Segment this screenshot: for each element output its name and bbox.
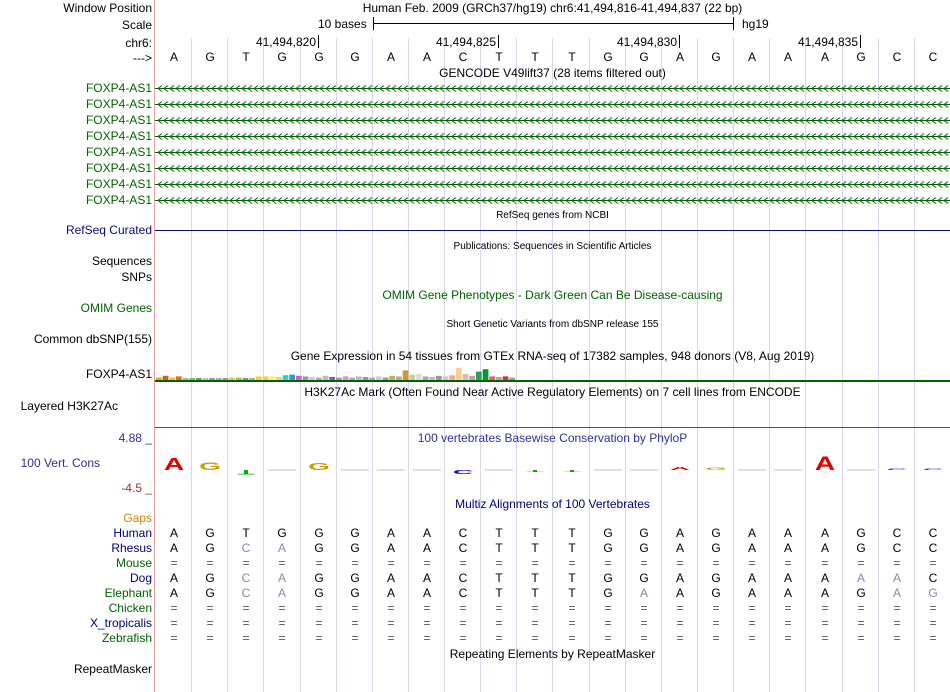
phylop-letter (164, 454, 184, 473)
alignment-base: G (603, 586, 613, 600)
alignment-base: A (747, 571, 756, 585)
alignment-base: A (169, 571, 178, 585)
alignment-base: = (387, 631, 395, 645)
alignment-base: = (315, 556, 323, 570)
window-position-label: Window Position (63, 1, 152, 15)
svg-text:T: T (526, 469, 544, 473)
snps-label[interactable]: SNPs (121, 270, 152, 284)
coordinate-label: 41,494,820 (255, 35, 316, 49)
gtex-tissue-bar (476, 372, 482, 380)
alignment-base: G (639, 526, 649, 540)
alignment-base: = (821, 616, 829, 630)
alignment-base: = (784, 556, 792, 570)
alignment-base: G (711, 526, 721, 540)
alignment-base: A (820, 526, 829, 540)
alignment-base: G (205, 586, 215, 600)
alignment-base: G (314, 571, 324, 585)
alignment-base: = (206, 601, 214, 615)
phylop-letter (923, 469, 943, 471)
alignment-base: = (640, 556, 648, 570)
alignment-base: = (784, 601, 792, 615)
multiz-species-label: Mouse (115, 556, 152, 570)
alignment-base: A (747, 541, 756, 555)
reference-base: C (928, 50, 938, 64)
alignment-base: A (820, 541, 829, 555)
alignment-base: A (639, 586, 648, 600)
alignment-base: A (856, 571, 865, 585)
alignment-base: = (531, 616, 539, 630)
alignment-base: = (423, 631, 431, 645)
gtex-tissue-bar (483, 369, 489, 380)
coordinate-tick (860, 35, 861, 48)
reference-base: T (568, 50, 576, 64)
alignment-base: = (784, 616, 792, 630)
alignment-base: = (893, 616, 901, 630)
coordinate-label: 41,494,830 (616, 35, 677, 49)
alignment-base: = (495, 556, 503, 570)
alignment-base: = (423, 601, 431, 615)
refseq-title: RefSeq genes from NCBI (496, 210, 609, 221)
alignment-base: T (531, 586, 539, 600)
alignment-base: G (350, 526, 360, 540)
alignment-base: C (241, 541, 251, 555)
alignment-base: = (748, 601, 756, 615)
reference-base: A (675, 50, 684, 64)
alignment-base: A (820, 571, 829, 585)
alignment-base: = (929, 556, 937, 570)
alignment-base: T (568, 526, 576, 540)
alignment-base: = (423, 556, 431, 570)
reference-base: C (892, 50, 902, 64)
phylop-max-label: 4.88 _ (118, 431, 152, 445)
svg-text:C: C (886, 468, 908, 471)
reference-base: C (458, 50, 468, 64)
alignment-base: = (170, 631, 178, 645)
alignment-base: T (531, 541, 539, 555)
coordinate-tick (679, 35, 680, 48)
alignment-base: G (205, 526, 215, 540)
reference-base: G (639, 50, 649, 64)
alignment-base: C (458, 541, 468, 555)
alignment-base: = (278, 616, 286, 630)
svg-text:A: A (669, 466, 691, 472)
alignment-base: = (784, 631, 792, 645)
alignment-base: A (892, 571, 901, 585)
reference-base: A (386, 50, 395, 64)
alignment-base: = (821, 556, 829, 570)
alignment-base: = (640, 631, 648, 645)
alignment-base: = (676, 601, 684, 615)
phylop-letter (308, 462, 330, 473)
alignment-base: = (170, 556, 178, 570)
alignment-base: = (315, 601, 323, 615)
alignment-base: A (277, 571, 286, 585)
alignment-base: = (821, 631, 829, 645)
gtex-baseline (155, 380, 950, 382)
reference-base: G (856, 50, 866, 64)
alignment-base: = (459, 556, 467, 570)
alignment-base: A (277, 586, 286, 600)
gtex-label[interactable]: FOXP4-AS1 (85, 367, 152, 381)
alignment-base: = (676, 616, 684, 630)
alignment-base: = (206, 631, 214, 645)
alignment-base: A (422, 526, 431, 540)
alignment-base: G (205, 541, 215, 555)
coordinate-label: 41,494,825 (435, 35, 496, 49)
h3k27ac-title: H3K27Ac Mark (Often Found Near Active Regulatory Elements) on 7 cell lines from ENCODE (304, 385, 801, 399)
alignment-base: A (422, 586, 431, 600)
alignment-base: = (351, 631, 359, 645)
alignment-base: A (277, 541, 286, 555)
alignment-base: = (170, 601, 178, 615)
alignment-base: T (495, 526, 503, 540)
reference-base: T (531, 50, 539, 64)
alignment-base: G (639, 541, 649, 555)
alignment-base: C (241, 586, 251, 600)
alignment-base: A (386, 586, 395, 600)
alignment-base: A (169, 526, 178, 540)
alignment-base: = (495, 616, 503, 630)
alignment-base: A (747, 526, 756, 540)
alignment-base: = (495, 601, 503, 615)
alignment-base: = (387, 616, 395, 630)
alignment-base: G (350, 571, 360, 585)
alignment-base: C (458, 571, 468, 585)
alignment-base: = (315, 631, 323, 645)
alignment-base: = (459, 631, 467, 645)
alignment-base: G (711, 541, 721, 555)
svg-text:G: G (705, 467, 727, 471)
alignment-base: = (929, 601, 937, 615)
alignment-base: G (711, 586, 721, 600)
alignment-base: C (458, 586, 468, 600)
reference-base: G (314, 50, 324, 64)
alignment-base: A (422, 571, 431, 585)
alignment-base: A (892, 586, 901, 600)
alignment-base: G (205, 571, 215, 585)
gencode-item-label: FOXP4-AS1 (85, 161, 152, 175)
alignment-base: C (892, 541, 902, 555)
alignment-base: = (242, 556, 250, 570)
alignment-base: = (568, 601, 576, 615)
multiz-title: Multiz Alignments of 100 Vertebrates (455, 497, 650, 511)
alignment-base: = (676, 631, 684, 645)
alignment-base: G (603, 571, 613, 585)
alignment-base: = (893, 631, 901, 645)
alignment-base: = (604, 616, 612, 630)
window-position-text: Human Feb. 2009 (GRCh37/hg19) chr6:41,494,816-41,494,837 (22 bp) (362, 1, 743, 15)
alignment-base: = (387, 556, 395, 570)
alignment-base: C (928, 571, 938, 585)
alignment-base: G (928, 586, 938, 600)
multiz-species-label: Chicken (108, 601, 152, 615)
reference-base: T (495, 50, 503, 64)
alignment-base: A (783, 571, 792, 585)
alignment-base: = (495, 631, 503, 645)
phylop-letter (887, 469, 907, 471)
multiz-species-label: Elephant (104, 586, 152, 600)
alignment-base: = (568, 631, 576, 645)
gencode-item-label: FOXP4-AS1 (85, 145, 152, 159)
gencode-item-label: FOXP4-AS1 (85, 177, 152, 191)
refseq-line[interactable] (155, 230, 950, 231)
alignment-base: T (495, 586, 503, 600)
alignment-base: = (712, 616, 720, 630)
alignment-base: = (206, 616, 214, 630)
h3k27ac-baseline (155, 427, 950, 428)
alignment-base: A (783, 541, 792, 555)
alignment-base: = (712, 631, 720, 645)
refseq-label[interactable]: RefSeq Curated (65, 223, 152, 237)
dbsnp-label[interactable]: Common dbSNP(155) (33, 332, 152, 346)
alignment-base: G (603, 541, 613, 555)
gtex-title: Gene Expression in 54 tissues from GTEx RNA-seq of 17382 samples, 948 donors (V8, Aug 2019) (290, 349, 815, 363)
gencode-title: GENCODE V49lift37 (28 items filtered out) (439, 66, 666, 80)
alignment-base: A (169, 541, 178, 555)
svg-text:T: T (563, 469, 581, 473)
alignment-base: G (350, 586, 360, 600)
alignment-base: T (495, 571, 503, 585)
alignment-base: A (675, 571, 684, 585)
alignment-base: = (315, 616, 323, 630)
alignment-base: = (531, 631, 539, 645)
alignment-base: = (278, 631, 286, 645)
alignment-base: = (929, 616, 937, 630)
reference-base: G (277, 50, 287, 64)
alignment-base: = (640, 601, 648, 615)
chrom-label: chr6: (125, 36, 152, 50)
alignment-base: = (531, 601, 539, 615)
alignment-base: = (242, 601, 250, 615)
scale-label: Scale (121, 18, 152, 32)
track-area[interactable] (155, 0, 950, 692)
alignment-base: C (241, 571, 251, 585)
alignment-base: = (423, 616, 431, 630)
alignment-base: = (604, 631, 612, 645)
coordinate-label: 41,494,835 (797, 35, 858, 49)
phylop-letter (670, 467, 690, 472)
alignment-base: C (892, 526, 902, 540)
alignment-base: T (531, 571, 539, 585)
reference-base: A (169, 50, 178, 64)
svg-text:G: G (199, 459, 221, 473)
reference-base: T (242, 50, 250, 64)
alignment-base: = (640, 616, 648, 630)
phylop-letter (563, 469, 580, 472)
alignment-base: = (351, 616, 359, 630)
reference-base: G (350, 50, 360, 64)
svg-text:G: G (308, 461, 330, 473)
h3k27ac-label[interactable]: Layered H3K27Ac (20, 399, 118, 413)
alignment-base: G (856, 541, 866, 555)
alignment-base: G (603, 526, 613, 540)
alignment-base: = (604, 601, 612, 615)
coordinate-tick (318, 35, 319, 48)
alignment-base: G (856, 526, 866, 540)
reference-base: A (747, 50, 756, 64)
phylop-letter (705, 467, 727, 471)
alignment-base: C (928, 526, 938, 540)
gencode-item-label: FOXP4-AS1 (85, 97, 152, 111)
alignment-base: A (675, 526, 684, 540)
gencode-item-label: FOXP4-AS1 (85, 129, 152, 143)
alignment-base: = (278, 601, 286, 615)
phylop-letter (815, 453, 835, 475)
gencode-features[interactable] (155, 80, 950, 210)
alignment-base: G (639, 571, 649, 585)
gaps-label: Gaps (123, 511, 152, 525)
phylop-letter (199, 460, 221, 473)
alignment-base: = (748, 631, 756, 645)
multiz-species-label: Rhesus (111, 541, 152, 555)
gencode-item-label: FOXP4-AS1 (85, 113, 152, 127)
alignment-base: = (893, 601, 901, 615)
multiz-species-label: X_tropicalis (89, 616, 152, 630)
gtex-tissue-bar (403, 370, 409, 380)
gencode-item-label: FOXP4-AS1 (85, 81, 152, 95)
phylop-letter (237, 468, 255, 475)
alignment-base: A (386, 526, 395, 540)
omim-label[interactable]: OMIM Genes (80, 301, 152, 315)
alignment-base: A (675, 586, 684, 600)
alignment-base: T (242, 526, 250, 540)
reference-base: A (422, 50, 431, 64)
multiz-species-label: Dog (129, 571, 152, 585)
alignment-base: G (711, 571, 721, 585)
alignment-base: = (857, 556, 865, 570)
alignment-base: = (531, 556, 539, 570)
alignment-base: G (314, 586, 324, 600)
phylop-letter (453, 469, 474, 475)
alignment-base: A (783, 586, 792, 600)
alignment-base: T (531, 526, 539, 540)
omim-title: OMIM Gene Phenotypes - Dark Green Can Be Disease-causing (382, 288, 723, 302)
alignment-base: = (568, 616, 576, 630)
scale-text: 10 bases (318, 17, 367, 31)
svg-text:A: A (814, 452, 836, 475)
alignment-base: = (278, 556, 286, 570)
svg-text:C: C (922, 468, 944, 471)
alignment-base: = (604, 556, 612, 570)
phylop-letter (526, 469, 543, 472)
phylop-logo[interactable] (155, 440, 950, 500)
alignment-base: G (856, 586, 866, 600)
alignment-base: A (386, 571, 395, 585)
phylop-label[interactable]: 100 Vert. Cons (20, 456, 100, 470)
alignment-base: = (568, 556, 576, 570)
alignment-base: = (821, 601, 829, 615)
alignment-base: = (748, 616, 756, 630)
alignment-base: A (422, 541, 431, 555)
alignment-base: G (314, 526, 324, 540)
multiz-species-label: Human (113, 526, 152, 540)
alignment-base: C (928, 541, 938, 555)
reference-base: G (205, 50, 215, 64)
svg-text:C: C (452, 468, 474, 475)
alignment-base: T (495, 541, 503, 555)
alignment-base: = (857, 601, 865, 615)
track-labels (0, 0, 154, 692)
alignment-base: A (386, 541, 395, 555)
alignment-base: = (712, 601, 720, 615)
alignment-base: = (170, 616, 178, 630)
repeatmasker-title: Repeating Elements by RepeatMasker (449, 647, 656, 661)
alignment-base: T (568, 571, 576, 585)
alignment-base: = (712, 556, 720, 570)
alignment-base: = (676, 556, 684, 570)
repeatmasker-label[interactable]: RepeatMasker (73, 662, 152, 676)
alignment-base: = (206, 556, 214, 570)
phylop-min-label: -4.5 _ (121, 481, 152, 495)
alignment-base: G (314, 541, 324, 555)
coordinate-tick (498, 35, 499, 48)
alignment-base: = (459, 616, 467, 630)
reference-base: G (603, 50, 613, 64)
alignment-base: A (675, 541, 684, 555)
sequences-label[interactable]: Sequences (91, 254, 152, 268)
reference-base: A (820, 50, 829, 64)
alignment-base: = (351, 601, 359, 615)
alignment-base: G (350, 541, 360, 555)
alignment-base: T (568, 586, 576, 600)
alignment-base: A (783, 526, 792, 540)
alignment-base: T (568, 541, 576, 555)
alignment-base: = (929, 631, 937, 645)
alignment-base: = (351, 556, 359, 570)
assembly-label: hg19 (742, 17, 769, 31)
alignment-base: = (893, 556, 901, 570)
alignment-base: A (747, 586, 756, 600)
dbsnp-title: Short Genetic Variants from dbSNP release 155 (446, 319, 659, 330)
alignment-base: A (820, 586, 829, 600)
gencode-item-label: FOXP4-AS1 (85, 193, 152, 207)
publications-title: Publications: Sequences in Scientific Articles (453, 241, 652, 252)
alignment-base: = (387, 601, 395, 615)
reference-base: G (711, 50, 721, 64)
strand-label: ---> (133, 51, 152, 65)
gtex-tissue-bar (456, 368, 462, 380)
alignment-base: = (748, 556, 756, 570)
multiz-species-label: Zebrafish (101, 631, 152, 645)
phylop-title: 100 vertebrates Basewise Conservation by PhyloP (417, 431, 688, 445)
alignment-base: G (277, 526, 287, 540)
alignment-base: C (458, 526, 468, 540)
alignment-base: A (169, 586, 178, 600)
svg-text:T: T (237, 468, 255, 476)
reference-base: A (783, 50, 792, 64)
svg-text:A: A (163, 454, 185, 474)
alignment-base: = (857, 631, 865, 645)
alignment-base: = (459, 601, 467, 615)
alignment-base: = (857, 616, 865, 630)
alignment-base: = (242, 631, 250, 645)
alignment-base: = (242, 616, 250, 630)
